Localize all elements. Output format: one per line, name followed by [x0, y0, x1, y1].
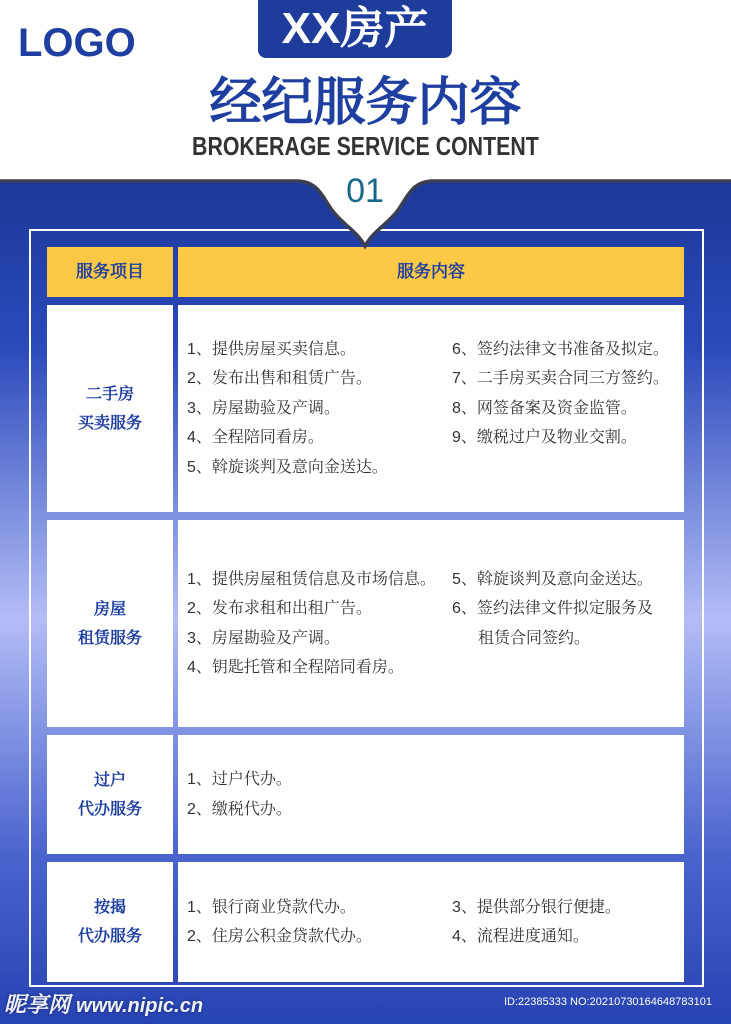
service-item: 3、房屋勘验及产调。 — [187, 399, 340, 417]
row-label-line: 过户 — [93, 771, 126, 789]
watermark-site — [4, 990, 203, 1023]
row-label-line: 按揭 — [93, 899, 126, 916]
page-title: 经纪服务内容 — [209, 74, 522, 132]
row-label-line: 租赁服务 — [77, 629, 142, 647]
service-item: 1、过户代办。 — [187, 771, 292, 788]
logo-text: LOGO — [18, 21, 136, 65]
service-item: 8、网签备案及资金监管。 — [452, 399, 637, 417]
service-item: 1、提供房屋租赁信息及市场信息。 — [187, 570, 436, 588]
content-column-left — [187, 765, 452, 824]
service-item: 2、发布求租和出租广告。 — [187, 600, 372, 617]
content-column-left — [187, 335, 452, 483]
page-subtitle — [0, 131, 731, 161]
company-tab: XX房产 — [258, 0, 452, 58]
service-table — [47, 247, 684, 982]
service-item: 6、签约法律文书准备及拟定。 — [452, 340, 669, 358]
row-content-mortgage-agency — [178, 862, 684, 982]
content-columns — [187, 765, 452, 824]
content-column-left — [187, 893, 452, 952]
row-label-line: 买卖服务 — [77, 414, 142, 432]
table-header-service-content: 服务内容 — [178, 247, 684, 297]
row-label-second-hand-sales — [47, 305, 173, 512]
row-content-second-hand-sales — [178, 305, 684, 512]
row-label-line: 二手房 — [85, 385, 134, 403]
watermark-site-name: 昵享网 — [4, 992, 71, 1017]
service-item: 4、钥匙托管和全程陪同看房。 — [187, 659, 404, 676]
service-item: 7、二手房买卖合同三方签约。 — [452, 370, 669, 388]
row-label-line: 代办服务 — [77, 928, 142, 945]
row-label-line: 代办服务 — [77, 800, 142, 818]
service-item: 2、发布出售和租赁广告。 — [187, 370, 372, 388]
service-item: 4、流程进度通知。 — [452, 928, 589, 945]
watermark-id: ID:22385333 NO:20210730164648783101 — [504, 996, 712, 1008]
service-item: 4、全程陪同看房。 — [187, 429, 324, 447]
row-label-mortgage-agency — [47, 862, 173, 982]
content-column-right — [452, 893, 621, 952]
service-item: 6、签约法律文件拟定服务及 — [452, 600, 653, 617]
service-item-continuation: 租赁合同签约。 — [478, 629, 591, 647]
service-item: 5、斡旋谈判及意向金送达。 — [452, 570, 653, 588]
row-content-rental — [178, 520, 684, 727]
service-item: 3、提供部分银行便捷。 — [452, 898, 621, 916]
row-label-line: 房屋 — [93, 600, 126, 618]
content-columns — [187, 565, 653, 683]
service-item: 2、缴税代办。 — [187, 800, 292, 818]
service-item: 3、房屋勘验及产调。 — [187, 629, 340, 647]
content-columns — [187, 335, 669, 483]
row-content-transfer-agency — [178, 735, 684, 854]
service-item: 5、斡旋谈判及意向金送达。 — [187, 458, 388, 476]
service-item: 2、住房公积金贷款代办。 — [187, 928, 372, 945]
content-column-right — [452, 335, 669, 453]
content-columns — [187, 893, 621, 952]
watermark-site-url: www.nipic.cn — [76, 995, 204, 1017]
content-column-left — [187, 565, 452, 683]
page-subtitle-text: BROKERAGE SERVICE CONTENT — [192, 131, 539, 161]
table-header-service-item: 服务项目 — [47, 247, 173, 297]
section-number: 01 — [346, 172, 384, 210]
service-item: 1、银行商业贷款代办。 — [187, 898, 356, 916]
service-item: 9、缴税过户及物业交割。 — [452, 429, 637, 447]
row-label-transfer-agency — [47, 735, 173, 854]
content-column-right — [452, 565, 653, 654]
row-label-rental — [47, 520, 173, 727]
service-item: 1、提供房屋买卖信息。 — [187, 340, 356, 358]
